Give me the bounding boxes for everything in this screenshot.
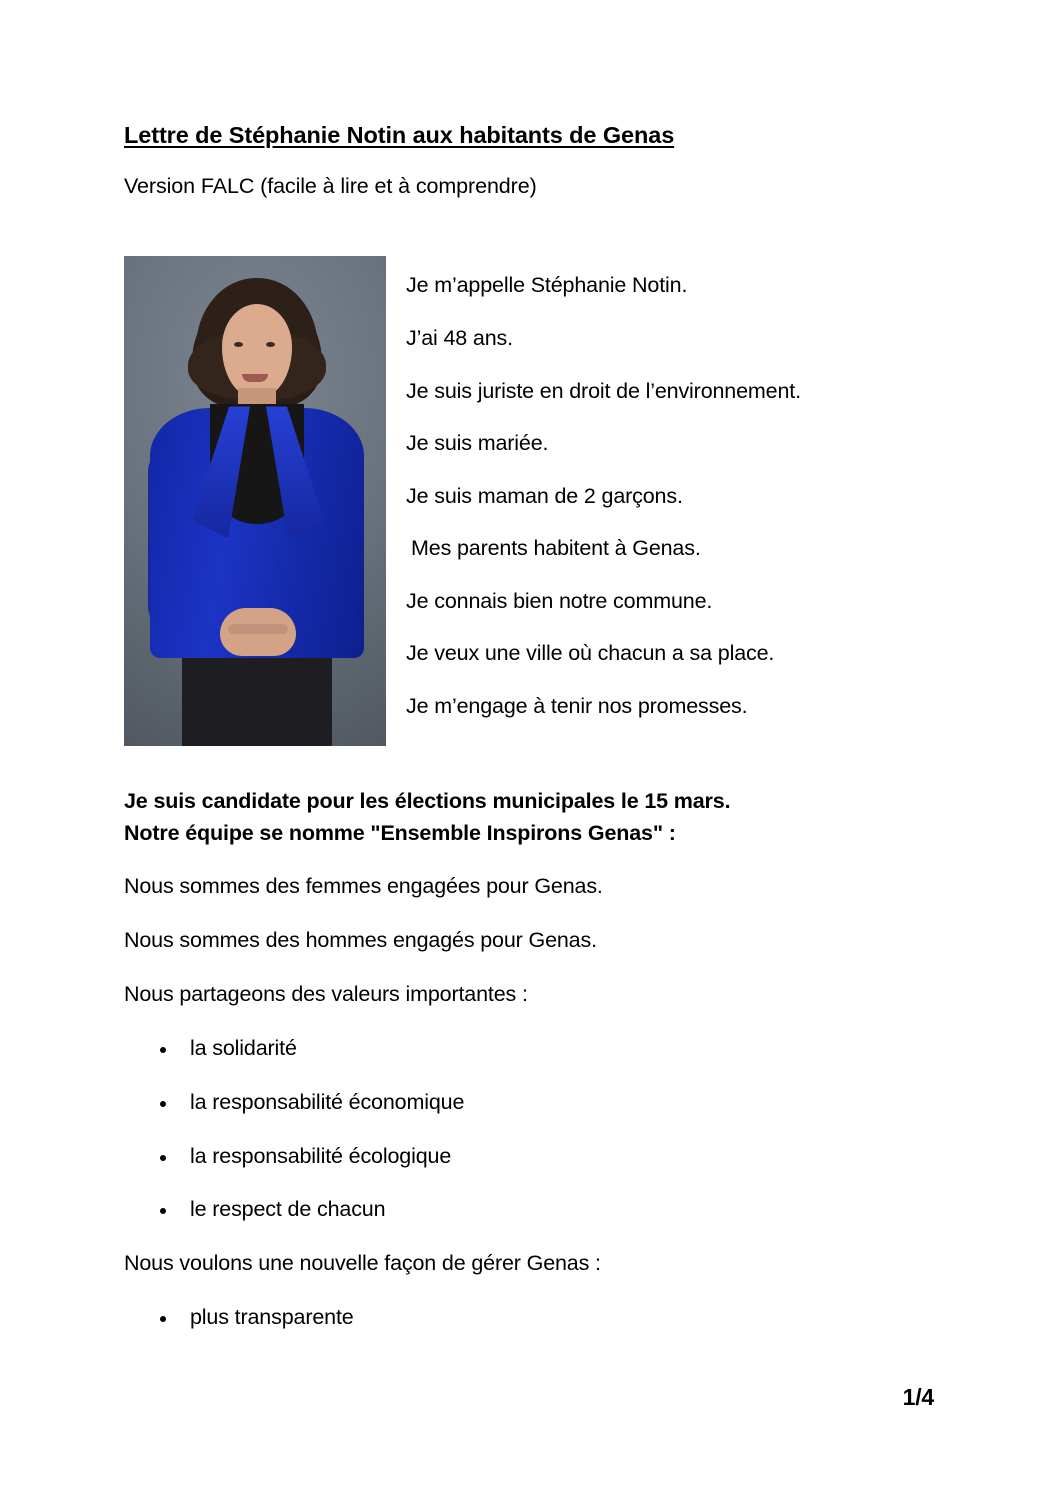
list-item: plus transparente xyxy=(124,1304,934,1332)
intro-line: Mes parents habitent à Genas. xyxy=(411,536,701,561)
values-list xyxy=(124,1035,934,1225)
page-subtitle: Version FALC (facile à lire et à comprendre) xyxy=(124,173,537,198)
portrait-lapel-left xyxy=(192,406,250,538)
section-heading xyxy=(124,786,934,848)
intro-line: J’ai 48 ans. xyxy=(406,326,513,350)
portrait-lapel-right xyxy=(266,406,324,538)
section-heading-line-1: Je suis candidate pour les élections municipales le 15 mars. xyxy=(124,789,731,814)
intro-line: Je suis mariée. xyxy=(406,431,549,456)
portrait-wrapper xyxy=(124,256,386,746)
body-paragraph: Nous sommes des hommes engagés pour Genas. xyxy=(124,927,597,952)
body-paragraph: Nous voulons une nouvelle façon de gérer Genas : xyxy=(124,1251,601,1276)
section-heading-line-2: Notre équipe se nomme "Ensemble Inspirons Genas" : xyxy=(124,820,676,845)
intro-line: Je connais bien notre commune. xyxy=(406,588,713,613)
list-item: la responsabilité économique xyxy=(124,1089,934,1117)
portrait-face xyxy=(222,304,292,398)
intro-line: Je veux une ville où chacun a sa place. xyxy=(406,641,775,666)
list-item: la responsabilité écologique xyxy=(124,1143,934,1171)
candidate-portrait-image xyxy=(124,256,386,746)
intro-line: Je m’engage à tenir nos promesses. xyxy=(406,693,748,718)
page-number: 1/4 xyxy=(902,1384,934,1410)
intro-text-column xyxy=(386,256,934,745)
intro-line: Je suis maman de 2 garçons. xyxy=(406,483,683,508)
list-item: la solidarité xyxy=(124,1035,934,1063)
intro-block xyxy=(124,256,934,746)
body-paragraph: Nous sommes des femmes engagées pour Genas. xyxy=(124,873,603,898)
body-paragraph: Nous partageons des valeurs importantes : xyxy=(124,981,528,1006)
list-item: le respect de chacun xyxy=(124,1196,934,1224)
intro-line: Je suis juriste en droit de l’environnement. xyxy=(406,378,801,403)
portrait-hands xyxy=(220,608,296,656)
page-title: Lettre de Stéphanie Notin aux habitants de Genas xyxy=(124,122,675,148)
intro-line: Je m’appelle Stéphanie Notin. xyxy=(406,273,688,298)
governance-list xyxy=(124,1304,934,1332)
